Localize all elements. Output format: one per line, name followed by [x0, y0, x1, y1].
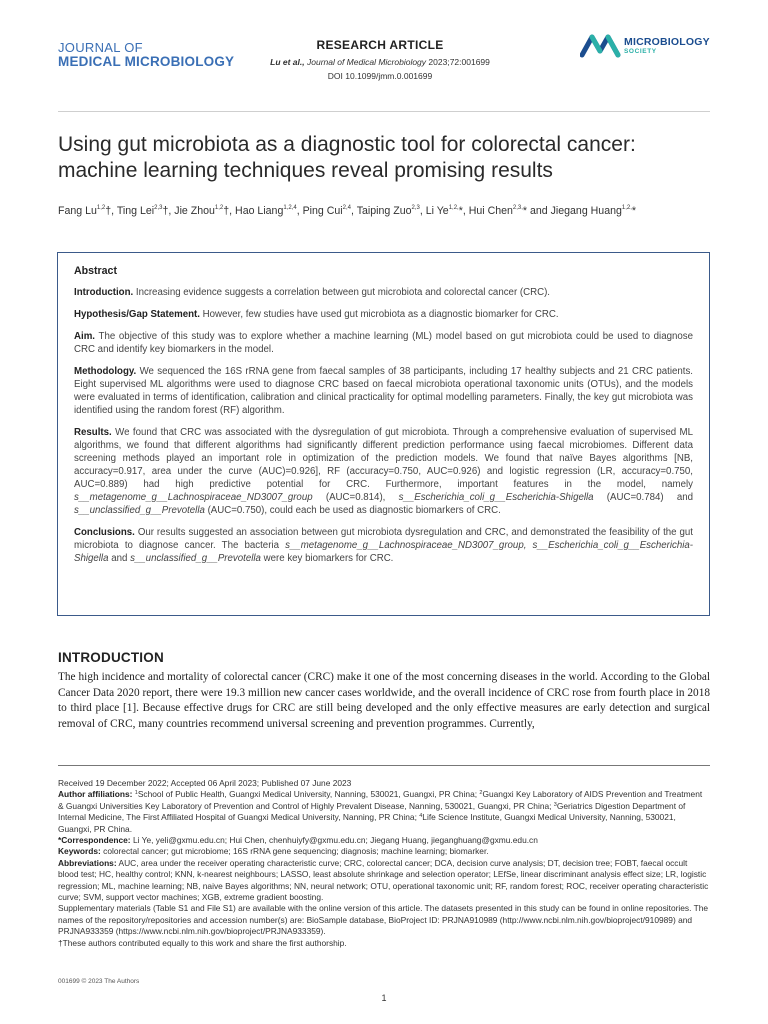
author[interactable]: Hao Liang$^{1,2,4}$ [235, 205, 297, 217]
author[interactable]: Hui Chen$^{2,3,}$* [468, 205, 528, 217]
abstract-conclusions: Conclusions. Our results suggested an association between gut microbiota dysregulation and CRC, and demonstrated the feasibility of the gut microbiota to diagnose cancer. The bacteria s__metagenome_g__Lachnospiraceae_ND3007_group, s__Escherichia_coli_g__Escherichia-Shigella and s__unclassified_g__Prevotella were key biomarkers for CRC. [74, 527, 693, 564]
author[interactable]: Ting Lei$^{2,3}$† [116, 205, 169, 217]
abstract-heading: Abstract [74, 265, 117, 277]
journal-logo [58, 41, 234, 69]
page-number: 1 [381, 993, 387, 1003]
journal-name-line1: JOURNAL OF [58, 40, 143, 55]
abstract-methodology: Methodology. We sequenced the 16S rRNA gene from faecal samples of 38 participants, including 17 healthy subjects and 21 CRC patients. Eight supervised ML algorithms were used to diagnose CRC based on faecal microbiota operational taxonomic units (OTUs), and the models were evaluated in terms of identification, calibration and clinical practicality for optimal modelling parameters. Finally, the key gut microbiota was identified using the random forest (RF) algorithm. [74, 366, 693, 416]
author[interactable]: Ping Cui$^{2,4}$ [302, 205, 351, 217]
author-affiliations: Author affiliations: $^1$School of Public Health, Guangxi Medical University, Nanning, 530021, Guangxi, PR China; $^2$Guangxi Key Laboratory of AIDS Prevention and Treatment & Guangxi Universities Key Laboratory of Prevention and Control of Highly Prevalent Disease, Nanning, 530021, Guangxi, PR China; $^3$Geriatrics Digestion Department of Internal Medicine, The First Affiliated Hospital of Guangxi Medical University, Nanning, PR China; $^4$Life Science Institute, Guangxi Medical University, Nanning, 530021, Guangxi, PR China. [58, 789, 703, 834]
microbiology-society-logo[interactable] [580, 33, 710, 59]
abstract-hypothesis: Hypothesis/Gap Statement. However, few studies have used gut microbiota as a diagnostic biomarker for CRC. [74, 309, 559, 320]
doi-link[interactable]: DOI 10.1099/jmm.0.001699 [327, 71, 433, 81]
citation-journal: Journal of Medical Microbiology [306, 57, 427, 67]
article-title: Using gut microbiota as a diagnostic tool for colorectal cancer: machine learning techniques reveal promising results [58, 133, 636, 182]
abstract-aim: Aim. The objective of this study was to explore whether a machine learning (ML) model based on gut microbiota could be used to diagnose CRC and identify key biomarkers in the model. [74, 331, 693, 355]
abstract-introduction: Introduction. Increasing evidence suggests a correlation between gut microbiota and colorectal cancer (CRC). [74, 287, 550, 298]
author[interactable]: Jie Zhou$^{1,2}$† [174, 205, 230, 217]
copyright-notice: 001699 © 2023 The Authors [58, 978, 140, 985]
journal-name-line2: MEDICAL MICROBIOLOGY [58, 54, 235, 69]
header-divider [58, 111, 710, 112]
introduction-paragraph: The high incidence and mortality of colorectal cancer (CRC) make it one of the most concerning diseases in the world. According to the Global Cancer Data 2020 report, there were 19.3 million new cancer cases worldwide, and the overall incidence of CRC rose from fourth place in 2018 to third place [1]. Because effective drugs for CRC are still being developed and the only effective measures are early detection and surgical removal of CRC, many countries recommend universal screening and prevention programmes. Currently, [58, 671, 710, 730]
citation-volume: 2023;72:001699 [428, 57, 490, 67]
abstract-results: Results. We found that CRC was associated with the dysregulation of gut microbiota. Through a comprehensive evaluation of supervised ML algorithms, we found that different algorithms had significantly different prediction performance using faecal microbiomes. Different data screening methods played an important role in optimization of the prediction models. We found that naïve Bayes algorithms [NB, accuracy=0.917, area under the curve (AUC)=0.926], RF (accuracy=0.750, AUC=0.926) and logistic regression (LR, accuracy=0.750, AUC=0.889) had high predictive potential for CRC. Furthermore, important features in the model, namely s__metagenome_g__Lachnospiraceae_ND3007_group (AUC=0.814), s__Escherichia_coli_g__Escherichia-Shigella (AUC=0.784) and s__unclassified_g__Prevotella (AUC=0.750), could each be used as diagnostic biomarkers of CRC. [74, 427, 693, 516]
footnote-divider [58, 765, 710, 766]
article-type: RESEARCH ARTICLE [316, 38, 444, 52]
keywords: Keywords: colorectal cancer; gut microbiome; 16S rRNA gene sequencing; diagnosis; machine learning; biomarker. [58, 846, 489, 857]
footnotes [58, 778, 710, 949]
author[interactable]: Jiegang Huang$^{1,2,}$* [550, 205, 637, 217]
author[interactable]: Li $Ye^{1,2,}*$ [425, 205, 463, 217]
society-subtitle: SOCIETY [624, 47, 657, 55]
author[interactable]: Taiping Zuo$^{2,3}$ [356, 205, 420, 217]
author[interactable]: Fang Lu$^{1,2}$† [58, 205, 112, 217]
citation [230, 57, 530, 67]
supplementary-materials[interactable]: Supplementary materials (Table S1 and File S1) are available with the online version of this article. The datasets presented in this study can be found in online repositories. The names of the repository/repositories and accession number(s) are: BioSample database, BioProject ID: PRJNA910989 (http://www.ncbi.nlm.nih.gov/bioproject/910989) and PRJNA933359 (https://www.ncbi.nlm.nih.gov/bioproject/PRJNA933359). [58, 903, 709, 937]
publication-dates: Received 19 December 2022; Accepted 06 April 2023; Published 07 June 2023 [58, 778, 352, 788]
correspondence[interactable]: *Correspondence: Li Ye, yeli@gxmu.edu.cn; Hui Chen, chenhuiyfy@gxmu.edu.cn; Jiegang Huang, jieganghuang@gxmu.edu.cn [58, 835, 538, 846]
equal-contribution-note: †These authors contributed equally to this work and share the first authorship. [58, 937, 347, 948]
citation-authors: Lu et al., [270, 57, 305, 67]
introduction-heading: INTRODUCTION [58, 650, 164, 665]
author-list: Fang Lu$^{1,2}$†, Ting Lei$^{2,3}$†, Jie Zhou$^{1,2}$†, Hao Liang$^{1,2,4}$, Ping Cui$^{2,4}$, Taiping Zuo$^{2,3}$, Li $Ye^{1,2,}*$, Hui Chen$^{2,3,}$* and Jiegang Huang$^{1,2,}$* [58, 205, 637, 217]
microbiology-society-logo-icon [580, 33, 622, 59]
society-name: MICROBIOLOGY [624, 36, 710, 48]
abbreviations: Abbreviations: AUC, area under the receiver operating characteristic curve; CRC, colorectal cancer; DCA, decision curve analysis; DT, decision tree; FOBT, faecal occult blood test; HC, healthy control; KNN, k-nearest neighbours; LASSO, least absolute shrinkage and selection operator; LEfSe, linear discriminant analysis effect size; LR, logistic regression; ML, machine learning; NB, naive Bayes algorithms; NN, neural network; OTU, operational taxonomic unit; RF, random forest; ROC, receiver operating characteristic curve; SVM, support vector machines; XGB, extreme gradient boosting. [58, 857, 709, 903]
abstract-box [57, 252, 710, 616]
article-header [230, 38, 530, 81]
